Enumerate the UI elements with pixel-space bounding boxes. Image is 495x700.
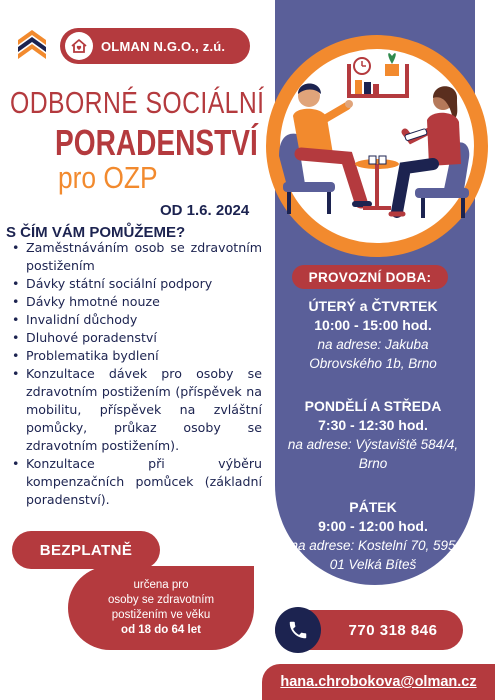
help-item: • Dávky státní sociální podpory [10, 275, 262, 293]
schedule-day: ÚTERÝ a ČTVRTEK [308, 298, 438, 314]
free-badge: BEZPLATNĚ [12, 531, 160, 569]
org-badge [60, 28, 250, 64]
title-line-2: PORADENSTVÍ [55, 122, 258, 163]
olman-logo-icon [14, 26, 50, 62]
help-heading: S ČÍM VÁM POMŮŽEME? [6, 224, 186, 241]
help-item: • Dluhové poradenství [10, 329, 262, 347]
schedule-address: na adrese: Jakuba Obrovského 1b, Brno [309, 337, 437, 371]
schedule-block [285, 397, 461, 473]
target-age: od 18 do 64 let [121, 624, 201, 636]
schedule-time: 9:00 - 12:00 hod. [318, 518, 428, 534]
help-item: • Dávky hmotné nouze [10, 293, 262, 311]
email-pill[interactable] [262, 664, 495, 700]
counseling-illustration [265, 34, 490, 259]
start-date: OD 1.6. 2024 [160, 202, 250, 219]
title-line-1: ODBORNÉ SOCIÁLNÍ [10, 85, 265, 120]
schedule-day: PONDĚLÍ A STŘEDA [304, 398, 442, 414]
target-line: určena pro [133, 579, 189, 591]
target-line: postižením ve věku [111, 609, 211, 621]
org-name: OLMAN N.G.O., z.ú. [101, 38, 226, 54]
schedule-day: PÁTEK [349, 499, 397, 515]
target-group-box [68, 566, 254, 650]
help-item: • Konzultace dávek pro osoby se zdravotním postižením (příspěvek na mobilitu, příspěvek na zvláštní pomůcky, průkaz osoby se zdravotním postižením). [10, 365, 262, 455]
help-item: • Invalidní důchody [10, 311, 262, 329]
phone-number[interactable]: 770 318 846 [348, 621, 438, 639]
phone-icon[interactable] [275, 607, 321, 653]
schedule-address: na adrese: Kostelní 70, 595 01 Velká Bíteš [290, 538, 456, 572]
email-link[interactable]: hana.chrobokova@olman.cz [280, 674, 477, 690]
home-heart-icon [65, 32, 93, 60]
schedule-time: 7:30 - 12:30 hod. [318, 417, 428, 433]
help-item: • Zaměstnáváním osob se zdravotním postižením [10, 239, 262, 275]
help-item: • Problematika bydlení [10, 347, 262, 365]
schedule-address: na adrese: Výstaviště 584/4, Brno [287, 437, 459, 471]
help-list [10, 239, 262, 509]
schedule-block [285, 297, 461, 373]
title-line-3: pro OZP [58, 160, 158, 195]
help-item: • Konzultace při výběru kompenzačních pomůcek (základní poradenství). [10, 455, 262, 509]
schedule-block [285, 498, 461, 574]
schedule-time: 10:00 - 15:00 hod. [314, 317, 432, 333]
target-line: osoby se zdravotním [107, 594, 215, 606]
hours-heading: PROVOZNÍ DOBA: [292, 265, 448, 289]
